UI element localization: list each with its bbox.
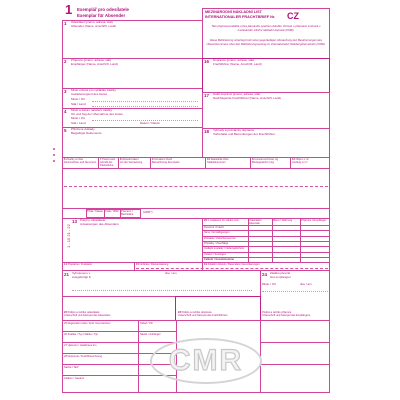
field-11-number: 11 [252,158,255,161]
field-20-label [204,219,247,225]
bottom-row-label: Sazba / Tarif [64,366,79,369]
field-1-label-cz: Odesílatel (jméno, adresa, stát) [71,21,113,24]
adr-number-label: Číslo / Ziffer [105,210,119,213]
cmr-notice-cz: Tato přeprava podléhá i přes jakoukoliv opačnou doložku Úmluvě o přepravní smlouvě v mezinárodní silniční nákladní dopravě (CMR). [211,24,321,32]
table-row-label: Příplatky / Zuschläge [204,241,229,245]
field-19-label-cz: Zvláštní dohody [207,263,226,266]
vehicle-trailer-label: Návěs / Anhänger [140,333,161,336]
copy-label-cz: Exemplář pro odesílatele [77,7,129,12]
field-12-label [292,158,329,168]
field-6-label [64,158,97,168]
field-9-label-de: Bezeichnung des Gutes [152,161,180,165]
field-20-label-de: Zu zahlen vom [221,219,239,222]
field-5-label-de: Beigefügte Dokumente [71,131,102,135]
cod-dashed-line [136,268,328,269]
field-24-number: 24 [262,272,268,277]
field-3-label-de: Auslieferungsort des Gutes [71,92,108,96]
field-17-number: 17 [204,93,210,98]
bottom-row-line [260,364,330,365]
field-18-label-de: Vorbehalte und Bemerkungen der Frachtführer [213,132,276,136]
bottom-row-label: 26 Značka / Typ / Marke / Typ [64,333,99,336]
field-23-number: 23 [178,311,181,314]
bottom-row-label: 27 Ujeté km / Gefahrene km [64,344,97,347]
field-13-number: 13 [72,219,78,224]
field-20-number: 20 [204,219,207,222]
field-9-label [152,158,204,168]
field-24-sign-cz: Podpis a razítko příjemce [262,311,292,314]
form-title-cz: MEZINÁRODNÍ NÁKLADNÍ LIST [205,10,262,14]
form-title-de: INTERNATIONALER FRACHTBRIEF Nr. [205,15,276,19]
field-21-line [72,290,252,291]
field-22-number: 22 [64,311,67,314]
field-6-label-cz: Značky a čísla [66,158,83,161]
field-5-label-cz: Přiložené doklady [71,128,95,131]
field-24-label-de: Gut empfangen [270,275,291,279]
field-9-number: 9 [152,158,154,161]
field-14-label-de: Frankatur [80,263,93,266]
field-10-label-de: Statistiknummer [207,161,226,165]
field-14-label: 14 Přeplatné / Frankatur [64,263,93,266]
field-3-label-cz: Místo určené pro vykládku zásilky [71,89,116,92]
table-col-consignee: Příjemce / Empfänger [301,219,327,222]
bottom-row-line [62,331,176,332]
field-17-label-de: Nachfolgende Frachtführer (Name, Anschrift, Land) [213,96,282,100]
field-8-label-de: Art der Verpackung [120,161,143,165]
table-col-sender: Odesílatel / Absender [249,219,263,225]
field-7-label-de: Anzahl der Packstücke [100,161,114,168]
field-7-number: 7 [100,158,102,161]
field-13-label-de: Anweisungen des Absenders [80,222,119,226]
vehicle-tractor-label: Tahač / Kfz [140,322,153,325]
perforation-mark [53,154,55,156]
field-16-label-de: Frachtführer (Name, Anschrift, Land) [213,62,262,66]
field-19-label: 19 Zvláštní dohody / Besondere Vereinbarungen [204,263,260,266]
field-8-label-cz: Způsob balení [122,158,139,161]
field-16-number: 16 [204,59,210,64]
field-10-label-cz: Statistické číslo [210,158,229,161]
field-15-number: 15 [136,263,139,266]
field-14-number: 14 [64,263,67,266]
field-2-label-de: Empfänger (Name, Anschrift, Land) [71,62,119,66]
field-10-number: 10 [207,158,210,161]
field-18-number: 18 [204,129,210,134]
field-3-country-label: Stát / Land [71,103,86,106]
consignment-number-prefix: CZ [287,11,299,21]
cmr-watermark: CMR [168,344,244,377]
field-17-label-cz: Další dopravci (jméno, adresa, stát) [213,93,261,96]
table-row-label: Ostatní / Sonstiges [204,252,226,256]
field-8-label [120,158,149,168]
field-4-label-de: Ort und Tag der Übernahme des Gutes [71,112,123,116]
field-3-country-line [92,106,198,107]
bottom-row-line [260,342,330,343]
field-4-place-line [92,120,198,121]
field-12-number: 12 [292,158,295,161]
field-22-label-cz: Podpis a razítko odesílatele [67,311,100,314]
field-5-number: 5 [64,128,67,133]
field-11-label-de: Bruttogewicht in kg [252,161,274,165]
field-19-label-de: Besondere Vereinbarungen [228,263,260,266]
perforation-mark [53,148,55,150]
field-1-number: 1 [64,21,67,26]
field-6-number: 6 [64,158,66,161]
field-10-label [207,158,249,168]
field-24-label-cz: Zásilku převzal [270,272,291,275]
field-15-label-de: Rückerstattung [150,263,169,266]
field-22-label [64,311,174,319]
field-24-sign-label [262,311,328,319]
bottom-row-label: 25 Registrační číslo / Amtl. Kennzeichen [64,322,111,325]
field-21-number: 21 [64,272,70,277]
table-col-currency: Měna / Währung [273,219,293,222]
table-row-label: Vedlejší poplatky / Nebengebühren [204,247,245,251]
goods-area [62,168,330,209]
field-18-label-cz: Výhrady a poznámky dopravce [213,129,255,132]
field-4-date-label: Datum / Datum [140,122,161,125]
field-3-place-label: Místo / Ort [71,98,86,101]
field-21-label-cz: Vyhotoveno v [72,272,91,275]
adr-class-label: Třída / Klasse [87,210,104,213]
table-row-label-total: Celkem / Gesamtsumme [204,257,234,261]
fill-in-note: 1 - 15 21 - 22 [66,224,71,248]
field-21-date-label: dne / am [165,272,177,275]
field-11-label [252,158,289,168]
field-3-number: 3 [64,89,67,94]
table-row-label: Slevy / Ermäßigungen [204,231,230,235]
field-4-place-label: Místo / Ort [71,117,86,120]
field-24-line [262,291,328,292]
field-23-label [178,311,258,319]
copy-label-de: Exemplar für Absender [77,13,126,18]
field-7-label [100,158,117,168]
copy-number: 1 [65,2,73,17]
field-14-label-cz: Přeplatné [67,263,79,266]
field-21-label-de: Ausgefertigt in [72,275,92,279]
field-11-label-cz: Hmotnost brutto, kg [255,158,279,161]
table-row-label: Zůstatek / Zwischensumme [204,236,236,240]
field-8-number: 8 [120,158,122,161]
field-9-label-cz: Označení zboží [154,158,173,161]
field-23-label-de: Unterschrift und Stempel des Frachtführers [178,314,228,318]
field-16-label-cz: Dopravce (jméno, adresa, stát) [213,59,255,62]
field-24-sign-de: Unterschrift und Stempel des Empfängers [262,314,311,318]
bottom-row-label: Celkem / Gesamt [64,377,85,380]
field-24-date-label: dne / am [300,283,312,286]
field-20-label-cz: K zaplacení [207,219,222,222]
field-19-number: 19 [204,263,207,266]
field-4-label-cz: Místo a datum naložení zásilky [71,109,113,112]
field-24-place-label: Místo / Ort [262,283,277,286]
perforation-mark [53,160,55,162]
field-15-label-cz: Dobírka [139,263,149,266]
adr-letter-label: Písmeno / Buchstabe [121,210,134,217]
field-1-label-de: Absender (Name, Anschrift, Land) [71,24,117,28]
field-4-number: 4 [64,109,67,114]
adr-label: (ADR*) [143,211,153,214]
field-12-label-cz: Objem v m³ [295,158,310,161]
field-15-label: 15 Dobírka / Rückerstattung [136,263,169,266]
field-7-label-cz: Počet kusů [102,158,116,161]
field-2-label-cz: Příjemce (jméno, adresa, stát) [71,59,112,62]
table-row-label: Dovozné / Fracht [204,226,224,229]
goods-dashed-line [64,186,328,187]
field-4-country-label: Stát / Land [71,122,86,125]
field-3-place-line [92,101,198,102]
cmr-notice-de: Diese Beförderung unterliegt trotz einer gegenteiligen Abmachung den Bestimmungen des Übereinkommens über den Beförderungsvertrag im internationalen Straßengüterverkehr (CMR). [206,38,326,46]
field-12-label-de: Umfang in m³ [292,161,308,165]
field-22-label-de: Unterschrift und Stempel des Absenders [64,314,111,318]
field-2-number: 2 [64,59,67,64]
bottom-row-label: 28 Dopravné / Frachtberechnung [64,355,103,358]
field-6-label-de: Kennzeichen und Nummern [64,161,97,165]
field-13-label-cz: Pokyny odesílatele [80,219,106,222]
field-23-label-cz: Podpis a razítko dopravce [181,311,212,314]
